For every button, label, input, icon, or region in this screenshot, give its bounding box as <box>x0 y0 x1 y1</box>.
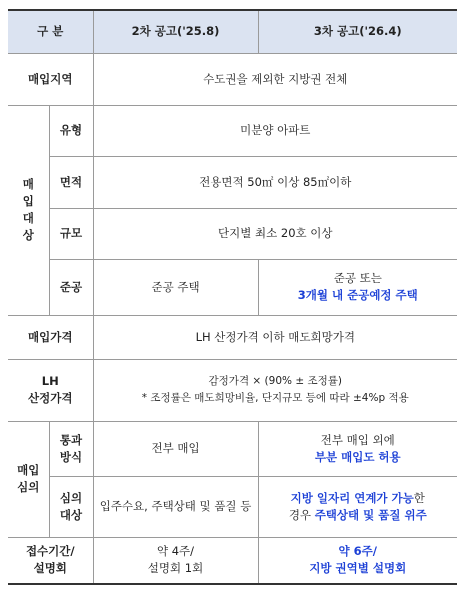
review-target-label <box>49 476 93 537</box>
pass-method-round3-line1: 전부 매입 외에 <box>320 432 395 447</box>
review-group-line1: 매입 <box>17 463 40 477</box>
schedule-round3 <box>258 537 457 584</box>
review-target-label-line2: 대상 <box>59 507 83 522</box>
pass-method-round3-line2: 부분 매입도 허용 <box>314 449 401 464</box>
completion-round3-line2: 3개월 내 준공예정 주택 <box>297 288 418 302</box>
type-label: 유형 <box>49 105 93 156</box>
size-value: 전용면적 50㎡ 이상 85㎡이하 <box>93 156 457 208</box>
schedule-round2-line2: 설명회 1회 <box>147 561 204 576</box>
row-scale <box>8 208 457 259</box>
lh-price-note: * 조정률은 매도희망비율, 단지규모 등에 따라 ±4%p 적용 <box>141 392 409 404</box>
review-target-round3 <box>258 476 457 537</box>
review-group-label <box>8 421 49 537</box>
target-group-label <box>8 105 49 315</box>
area-value: 수도권을 제외한 지방권 전체 <box>93 53 457 105</box>
completion-label: 준공 <box>49 259 93 315</box>
review-target-label-line1: 심의 <box>59 490 83 505</box>
row-lh-price <box>8 359 457 421</box>
lh-price-label <box>8 359 93 421</box>
completion-round3 <box>258 259 457 315</box>
row-area <box>8 53 457 105</box>
schedule-label <box>8 537 93 584</box>
schedule-label-line1: 접수기간/ <box>25 544 75 559</box>
header-round2: 2차 공고('25.8) <box>93 10 258 53</box>
comparison-table <box>8 9 457 585</box>
schedule-round3-line2: 지방 권역별 설명회 <box>309 561 407 576</box>
target-group-char: 상 <box>22 228 34 242</box>
review-group-line2: 심의 <box>17 480 40 494</box>
pass-method-round3 <box>258 421 457 476</box>
row-review-target <box>8 476 457 537</box>
pass-method-label <box>49 421 93 476</box>
area-label: 매입지역 <box>8 53 93 105</box>
row-size <box>8 156 457 208</box>
header-row <box>8 10 457 53</box>
lh-price-value <box>93 359 457 421</box>
completion-round3-line1: 준공 또는 <box>333 271 382 285</box>
schedule-label-line2: 설명회 <box>33 561 67 576</box>
lh-price-label-line1: LH <box>41 374 59 388</box>
header-round3: 3차 공고('26.4) <box>258 10 457 53</box>
scale-label: 규모 <box>49 208 93 259</box>
pass-method-label-line1: 통과 <box>59 432 83 447</box>
type-value: 미분양 아파트 <box>93 105 457 156</box>
row-schedule <box>8 537 457 584</box>
schedule-round3-line1: 약 6주/ <box>338 544 377 559</box>
lh-price-label-line2: 산정가격 <box>28 391 73 405</box>
row-price <box>8 315 457 359</box>
price-label: 매입가격 <box>8 315 93 359</box>
pass-method-label-line2: 방식 <box>59 449 83 464</box>
review-target-emphasis2: 주택상태 및 품질 위주 <box>314 507 427 522</box>
target-group-char: 매 <box>22 177 34 191</box>
scale-value: 단지별 최소 20호 이상 <box>93 208 457 259</box>
review-target-prefix: 경우 <box>288 507 315 522</box>
completion-round2: 준공 주택 <box>93 259 258 315</box>
size-label: 면적 <box>49 156 93 208</box>
schedule-round2 <box>93 537 258 584</box>
schedule-round2-line1: 약 4주/ <box>156 544 195 559</box>
header-category: 구 분 <box>8 10 93 53</box>
review-target-round3-line1 <box>263 490 454 507</box>
row-pass-method <box>8 421 457 476</box>
pass-method-round2: 전부 매입 <box>93 421 258 476</box>
review-target-emphasis1: 지방 일자리 연계가 가능 <box>290 490 414 505</box>
review-target-round2: 입주수요, 주택상태 및 품질 등 <box>93 476 258 537</box>
lh-price-formula: 감정가격 × (90% ± 조정률) <box>208 375 342 387</box>
row-type <box>8 105 457 156</box>
price-value: LH 산정가격 이하 매도희망가격 <box>93 315 457 359</box>
review-target-suffix: 한 <box>413 490 425 505</box>
target-group-char: 입 <box>22 194 34 208</box>
review-target-round3-line2 <box>263 507 454 524</box>
target-group-char: 대 <box>22 211 34 225</box>
row-completion <box>8 259 457 315</box>
